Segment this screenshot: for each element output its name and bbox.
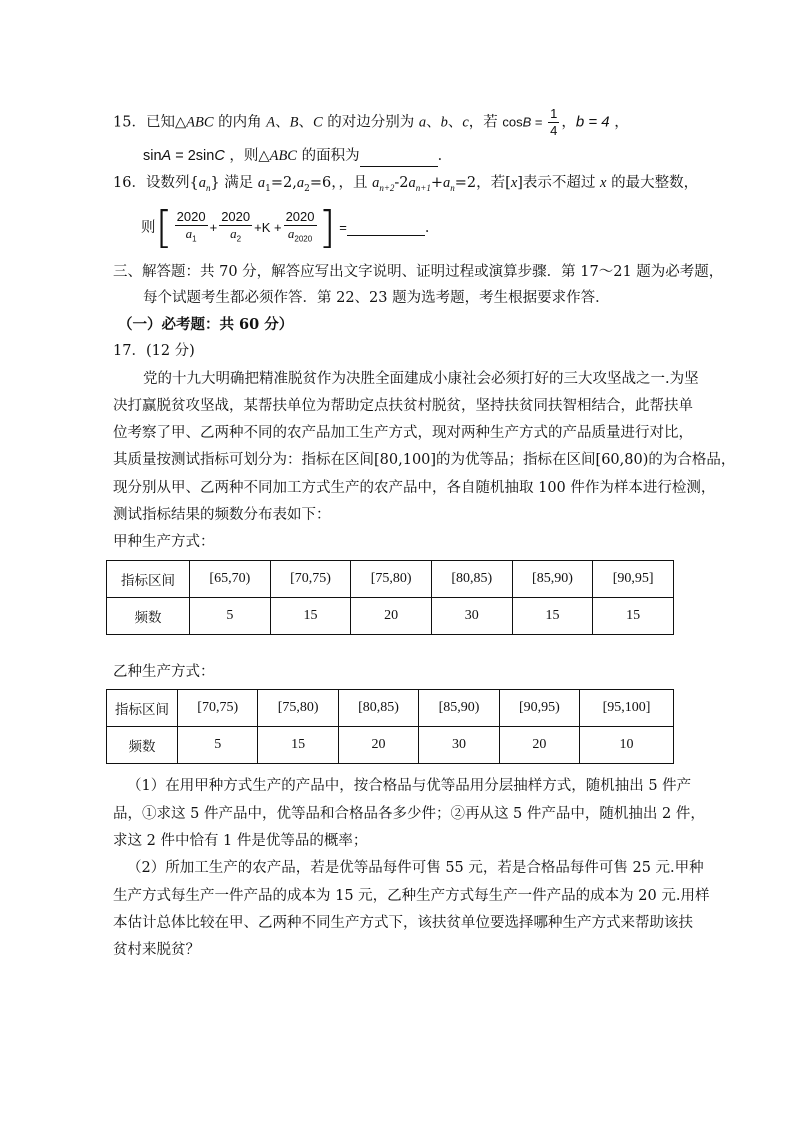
frequency-table-b [106,689,674,764]
table-b-count-cell: 5 [178,727,258,764]
q15-line1: 15．已知△ABC 的内角 A、B、C 的对边分别为 a、b、c，若 cosB = $\frac{1}{4}$ ，b = 4 ， [113,106,629,138]
q17-para-line-4: 其质量按测试指标可划分为：指标在区间[80,100]的为优等品；指标在区间[60,80)的为合格品， [113,452,736,468]
section3-subheading: （一）必考题：共 60 分） [118,316,294,333]
table-row [107,727,674,764]
q15-fraction: $\frac{1}{4}$ [550,106,558,138]
table-b-title: 乙种生产方式： [113,664,215,680]
q15-answer-blank[interactable] [360,146,438,167]
table-a-count-cell: 30 [431,598,512,635]
table-a-interval-cell: [90,95] [593,561,674,598]
q16-fraction-2: $\frac{2020}{a_2}$ [221,208,251,244]
q17-part2-line-2: 生产方式每生产一件产品的成本为 15 元，乙种生产方式每生产一件产品的成本为 20 元.用样 [113,888,710,904]
q16-line1: 16．设数列$\{a_n\}$ 满足 $a_1=2,a_2=6$，，且 $a_{n+2}-2a_{n+1}+a_n=2$，若[x]表示不超过 x 的最大整数， [113,175,699,194]
q17-part2-line-1: （2）所加工生产的农产品，若是优等品每件可售 55 元，若是合格品每件可售 25 元.甲种 [127,860,704,876]
table-a-count-cell: 15 [512,598,593,635]
table-a-interval-cell: [70,75) [270,561,351,598]
table-a-interval-cell: [75,80) [351,561,432,598]
q17-part2-line-4: 贫村来脱贫？ [113,942,200,958]
q16-fraction-1: $\frac{2020}{a_1}$ [176,208,206,244]
table-b-interval-cell: [80,85) [338,690,418,727]
table-b-count-cell: 10 [580,727,674,764]
q17-para-line-2: 决打赢脱贫攻坚战，某帮扶单位为帮助定点扶贫村脱贫，坚持扶贫同扶智相结合，此帮扶单 [113,398,693,414]
q16-fraction-3: $\frac{2020}{a_{2020}}$ [285,208,315,244]
section3-line1: 三、解答题：共 70 分，解答应写出文字说明、证明过程或演算步骤．第 17～21 题为必考题， [113,264,724,280]
table-b-count-cell: 20 [499,727,579,764]
q16-answer-blank[interactable] [347,221,425,236]
q15-number: 15． [113,114,146,131]
table-b-interval-cell: [75,80) [258,690,338,727]
table-b-count-cell: 20 [338,727,418,764]
q17-header: 17．(12 分) [113,343,195,359]
table-b-count-cell: 30 [419,727,499,764]
table-row [107,598,674,635]
table-a-count-cell: 15 [270,598,351,635]
section3-line2: 每个试题考生都必须作答．第 22、23 题为选考题，考生根据要求作答． [143,290,610,306]
table-b-interval-cell: [70,75) [178,690,258,727]
table-row [107,561,674,598]
q17-part1-line-3: 求这 2 件中恰有 1 件是优等品的概率； [113,833,368,849]
q17-part2-line-3: 本估计总体比较在甲、乙两种不同生产方式下，该扶贫单位要选择哪种生产方式来帮助该扶 [113,915,693,931]
table-b-interval-cell: [95,100] [580,690,674,727]
table-a-title: 甲种生产方式： [113,534,215,550]
table-b-interval-cell: [85,90) [419,690,499,727]
q17-part1-line-1: （1）在用甲种方式生产的产品中，按合格品与优等品用分层抽样方式，随机抽出 5 件产 [127,778,692,794]
table-a-interval-cell: [65,70) [190,561,271,598]
table-a-count-cell: 20 [351,598,432,635]
table-a-row-label-count: 频数 [107,598,190,635]
frequency-table-a [106,560,674,635]
table-a-count-cell: 15 [593,598,674,635]
table-a-count-cell: 5 [190,598,271,635]
q17-para-line-6: 测试指标结果的频数分布表如下： [113,507,331,523]
q17-para-line-5: 现分别从甲、乙两种不同加工方式生产的农产品中，各自随机抽取 100 件作为样本进行检测， [113,480,716,496]
q16-number: 16． [113,175,146,191]
right-bracket: ] [318,202,336,253]
table-row [107,690,674,727]
table-a-interval-cell: [85,90) [512,561,593,598]
q17-para-line-1: 党的十九大明确把精准脱贫作为决胜全面建成小康社会必须打好的三大攻坚战之一.为坚 [143,371,699,387]
q17-part1-line-2: 品，①求这 5 件产品中，优等品和合格品各多少件；②再从这 5 件产品中，随机抽出 2 件， [113,806,705,822]
table-b-row-label-count: 频数 [107,727,178,764]
table-b-row-label-interval: 指标区间 [107,690,178,727]
left-bracket: [ [155,202,173,253]
table-b-interval-cell: [90,95) [499,690,579,727]
table-a-interval-cell: [80,85) [431,561,512,598]
q15-line2: sinA = 2sinC ，则△ABC 的面积为 ． [143,146,452,167]
q16-formula: 则[ $\frac{2020}{a_1}$ + $\frac{2020}{a_2}$ +K + $\frac{2020}{a_{2020}}$ ] = ． [141,202,440,253]
q17-para-line-3: 位考察了甲、乙两种不同的农产品加工生产方式，现对两种生产方式的产品质量进行对比， [113,425,693,441]
table-b-count-cell: 15 [258,727,338,764]
table-a-row-label-interval: 指标区间 [107,561,190,598]
